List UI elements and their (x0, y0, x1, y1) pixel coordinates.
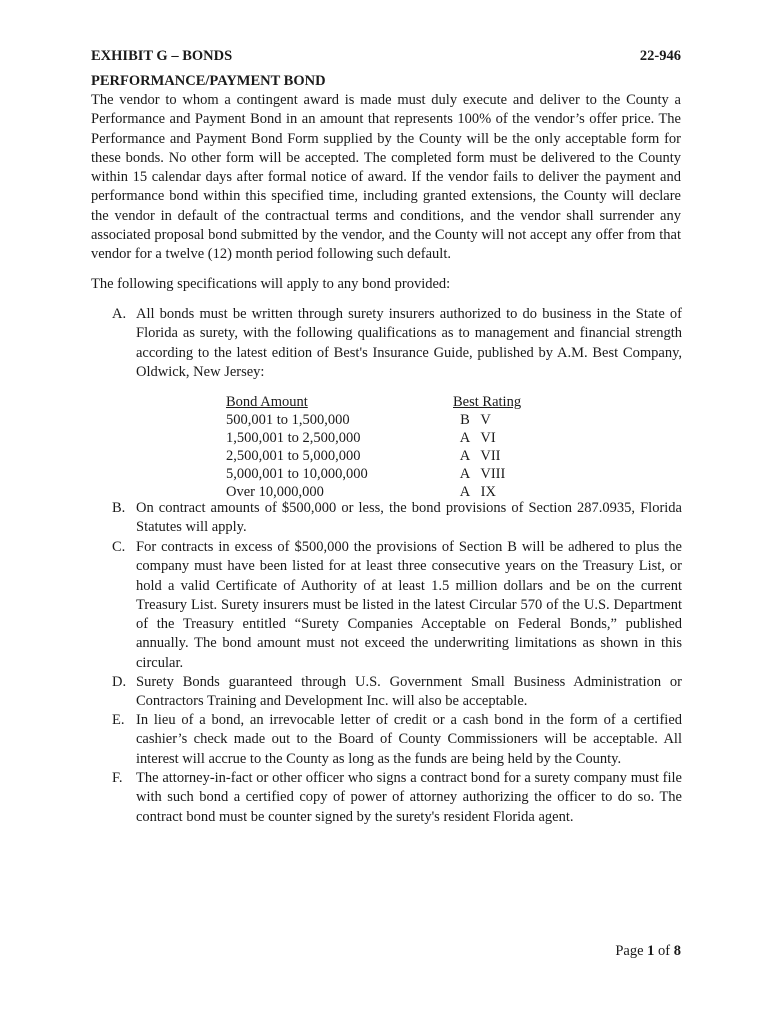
list-letter: F. (112, 770, 123, 786)
page-header (91, 47, 681, 66)
bond-amount: 1,500,001 to 2,500,000 (226, 430, 361, 446)
list-item-c (112, 538, 682, 673)
bond-amount: 5,000,001 to 10,000,000 (226, 466, 368, 482)
list-item-b (112, 499, 682, 538)
rating-class: V (480, 412, 491, 428)
list-letter: E. (112, 712, 125, 728)
exhibit-title: EXHIBIT G – BONDS (91, 48, 233, 64)
rating-grade: A (459, 448, 471, 464)
rating-class: IX (480, 484, 496, 500)
list-text: The attorney-in-fact or other officer who signs a contract bond for a surety company must file with such bond a certified copy of power of attorney authorizing the officer to do so. The contract bond must be counter signed by the surety's resident Florida agent. (136, 770, 682, 825)
table-row (226, 429, 533, 447)
best-rating-header: Best Rating (453, 394, 522, 410)
list-text: On contract amounts of $500,000 or less, the bond provisions of Section 287.0935, Florida Statutes will apply. (136, 500, 682, 536)
total-pages: 8 (673, 943, 681, 959)
rating-grade: A (459, 466, 471, 482)
list-letter: D. (112, 674, 127, 690)
list-item-f (112, 769, 682, 827)
current-page: 1 (647, 943, 655, 959)
list-item-e (112, 711, 682, 769)
of-label: of (658, 943, 671, 959)
table-row (226, 411, 533, 429)
rating-grade: A (459, 430, 471, 446)
bond-amount-header: Bond Amount (226, 394, 308, 410)
rating-class: VI (480, 430, 496, 446)
list-item-d (112, 673, 682, 712)
table-row (226, 465, 533, 483)
list-item-a (112, 305, 682, 382)
solicitation-number: 22-946 (639, 48, 681, 64)
list-letter: C. (112, 539, 126, 555)
page-number (615, 942, 681, 961)
bond-rating-table (226, 393, 533, 501)
table-header-row (226, 393, 533, 411)
rating-grade: B (460, 412, 470, 428)
bond-amount: 500,001 to 1,500,000 (226, 412, 350, 428)
list-text: Surety Bonds guaranteed through U.S. Government Small Business Administration or Contractors Training and Development Inc. will also be acceptable. (136, 674, 682, 710)
page-label: Page (615, 943, 644, 959)
list-text: For contracts in excess of $500,000 the provisions of Section B will be adhered to plus the company must have been listed for at least three consecutive years on the Treasury List, or hold a valid Certificate of Authority of at least 1.5 million dollars and be on the current Treasury List. Surety insurers must be listed in the latest Circular 570 of the U.S. Department of the Treasury entitled “Surety Companies Acceptable on Federal Bonds,” published annually. The bond amount must not exceed the underwriting limitations as shown in this circular. (136, 539, 682, 671)
table-row (226, 447, 533, 465)
specs-intro: The following specifications will apply to any bond provided: (91, 276, 451, 292)
section-title: PERFORMANCE/PAYMENT BOND (91, 73, 326, 89)
bond-amount: Over 10,000,000 (226, 484, 324, 500)
list-letter: A. (112, 306, 127, 322)
rating-grade: A (459, 484, 471, 500)
rating-class: VIII (480, 466, 506, 482)
intro-paragraph: The vendor to whom a contingent award is made must duly execute and deliver to the County a Performance and Payment Bond in an amount that represents 100% of the vendor’s offer price. The Performance and Payment Bond Form supplied by the County will be the only acceptable form for these bonds. No other form will be accepted. The completed form must be delivered to the County within 15 calendar days after formal notice of award. If the vendor fails to deliver the payment and performance bond within this specified time, including granted extensions, the County will declare the vendor in default of the contractual terms and conditions, and the vendor shall surrender any associated proposal bond submitted by the vendor, and the County will not accept any offer from that vendor for a twelve (12) month period following such default. (91, 92, 681, 263)
list-text: In lieu of a bond, an irrevocable letter of credit or a cash bond in the form of a certified cashier’s check made out to the Board of County Commissioners will be acceptable. All interest will accrue to the County as long as the funds are being held by the County. (136, 712, 682, 767)
bond-amount: 2,500,001 to 5,000,000 (226, 448, 361, 464)
list-text: All bonds must be written through surety insurers authorized to do business in the State of Florida as surety, with the following qualifications as to management and financial strength according to the latest edition of Best's Insurance Guide, published by A.M. Best Company, Oldwick, New Jersey: (136, 306, 682, 380)
list-letter: B. (112, 500, 126, 516)
rating-class: VII (480, 448, 501, 464)
